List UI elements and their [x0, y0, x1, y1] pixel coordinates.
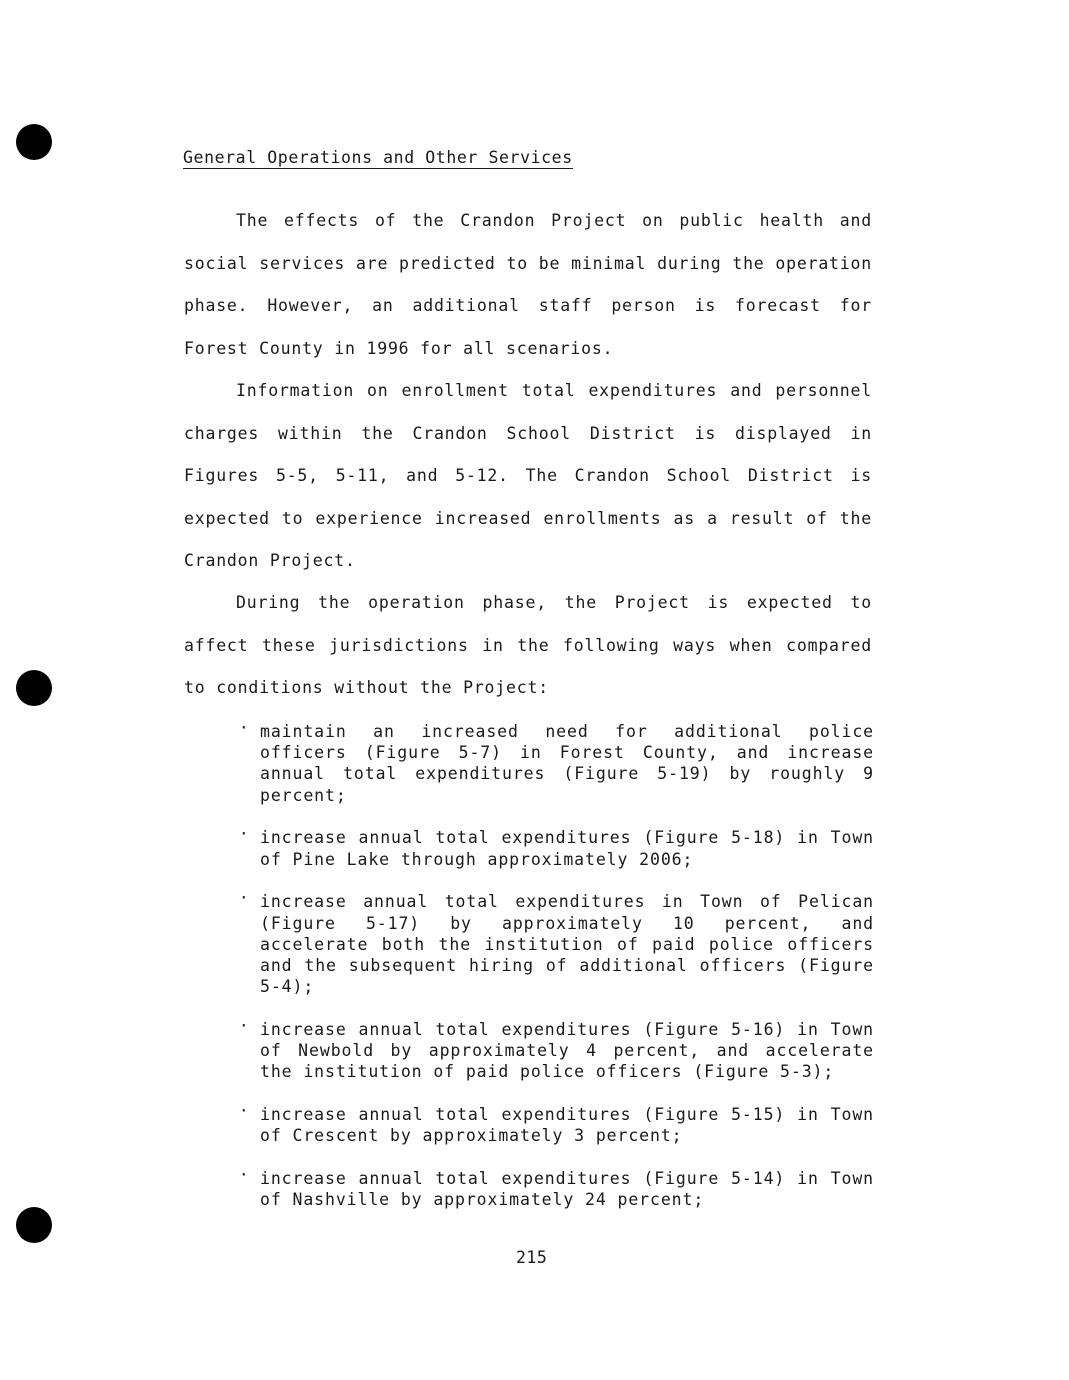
- page-number: 215: [516, 1248, 548, 1267]
- paragraph-3: [184, 582, 872, 710]
- list-item: [238, 1016, 874, 1083]
- list-item: [238, 888, 874, 997]
- binder-hole-bottom: [16, 1207, 52, 1243]
- paragraph-2: [184, 370, 872, 583]
- paragraph-1: [184, 200, 872, 370]
- bullet-marker: ·: [239, 1165, 250, 1185]
- list-item-text: increase annual total expenditures (Figure 5-18) in Town of Pine Lake through approximately 2006;: [260, 828, 874, 869]
- binder-hole-top: [16, 124, 52, 160]
- list-item-text: increase annual total expenditures in Town of Pelican (Figure 5-17) by approximately 10 percent, and accelerate both the institution of paid police officers and the subsequent hiring of additional officers (Figure 5-4);: [260, 892, 874, 997]
- paragraph-3-text: During the operation phase, the Project is expected to affect these jurisdictions in the following ways when compared to conditions without the Project:: [184, 593, 872, 698]
- section-heading: General Operations and Other Services: [183, 148, 573, 167]
- list-item-text: increase annual total expenditures (Figure 5-15) in Town of Crescent by approximately 3 percent;: [260, 1105, 874, 1146]
- bullet-marker: ·: [239, 888, 250, 908]
- list-item: [238, 824, 874, 869]
- paragraph-1-text: The effects of the Crandon Project on public health and social services are predicted to be minimal during the operation phase. However, an additional staff person is forecast for Forest County in 1996 for all scenarios.: [184, 211, 872, 358]
- list-item-text: increase annual total expenditures (Figure 5-14) in Town of Nashville by approximately 24 percent;: [260, 1169, 874, 1210]
- paragraph-2-text: Information on enrollment total expenditures and personnel charges within the Crandon School District is displayed in Figures 5-5, 5-11, and 5-12. The Crandon School District is expected to experience increased enrollments as a result of the Crandon Project.: [184, 381, 872, 571]
- impact-list: [238, 718, 874, 1232]
- list-item-text: maintain an increased need for additional police officers (Figure 5-7) in Forest County, and increase annual total expenditures (Figure 5-19) by roughly 9 percent;: [260, 722, 874, 805]
- list-item: [238, 718, 874, 806]
- bullet-marker: ·: [239, 824, 250, 844]
- bullet-marker: ·: [239, 1101, 250, 1121]
- bullet-marker: ·: [239, 1016, 250, 1036]
- list-item-text: increase annual total expenditures (Figure 5-16) in Town of Newbold by approximately 4 percent, and accelerate the institution of paid police officers (Figure 5-3);: [260, 1020, 874, 1082]
- list-item: [238, 1101, 874, 1146]
- binder-hole-middle: [16, 670, 52, 706]
- list-item: [238, 1165, 874, 1210]
- bullet-marker: ·: [239, 718, 250, 737]
